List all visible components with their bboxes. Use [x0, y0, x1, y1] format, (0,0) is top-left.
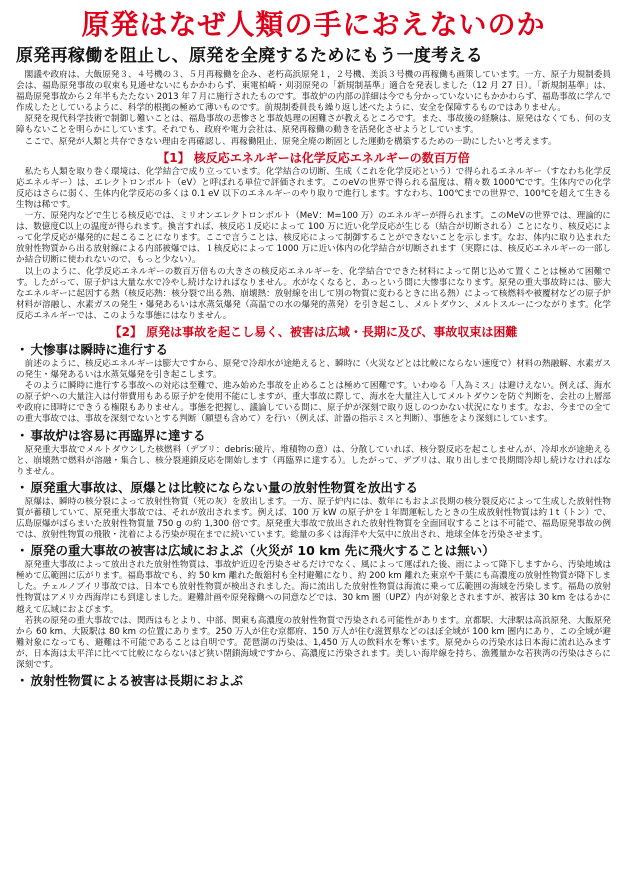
subsection-heading: [16, 673, 611, 689]
section-2-heading: 【2】 原発は事故を起こし易く、被害は広域・長期に及び、事故収束は困難: [109, 324, 518, 339]
intro-paragraph: ここで、原発が人類と共存できない理由を再確認し、再稼働阻止、原発全廃の断固とした運動を構築するための一助にしたいと考えます。: [16, 136, 557, 147]
section-1: [16, 150, 611, 322]
subsection-heading-text: 事故炉は容易に再臨界に達する: [30, 427, 206, 443]
intro-block: [16, 70, 611, 148]
subsection-heading-text: 放射性物質による被害は長期におよぶ: [30, 673, 244, 689]
subsection-paragraph: 若狭の原発の重大事故では、関西はもとより、中部、関東も高濃度の放射性物質で汚染される可能性があります。京都駅、大津駅は高浜原発、大飯原発から 60 km、大阪駅は 80 km の位置にあります。250 万人が住む京都府、150 万人が住む滋賀県などのほぼ全域が 100 km 圏内にあり、この全域が避難対象になっても、避難は不可能であることは自明です。琵琶湖の汚染は、1,450 万人の飲料水を奪います。原発からの汚染水は日本海に流れ込みますが、日本海は太平洋に比べて比較にならないほど狭い閉鎖海域ですから、高濃度に汚染されます。美しい海岸線を持ち、漁獲量かな若狭湾の汚染はさらに深刻です。: [16, 615, 611, 671]
section-1-paragraph: 以上のように、化学反応エネルギーの数百万倍もの大きさの核反応エネルギーを、化学結合でできた材料によって閉じ込めて置くことは極めて困難です。したがって、原子炉は大量な水で冷やし続けなければなりません。水がなくなると、あっという間に大惨事になります。原発の重大事故時には、膨大なエネルギーに起因する熱（核反応熱：核分裂で出る熱、崩壊熱：放射線を出して別の物質に変わるときに出る熱）によって核燃料や被覆材などの原子炉材料が溶融し、水素ガスの発生・爆発あるいは水蒸気爆発（高温での水の爆発的蒸発）を引き起こし、メルトダウン、メルトスルーにつながります。化学反応エネルギーでは、このような事態にはなりません。: [16, 266, 611, 321]
subsection-paragraph: 原爆は、瞬時の核分裂によって放射性物質（死の灰）を放出します。一方、原子炉内には、数年にもおよぶ長期の核分裂反応によって生成した放射性物質が蓄積していて、原発重大事故では、それが放出されます。例えば、100 万 kW の原子炉を１年間運転したときの生成放射性物質は約１t（トン）で、広島原爆がばらまいた放射性物質量 750 g の約 1,300 倍です。原発重大事故で放出された放射性物質を全面回収することは不可能で、福島原発事故の例では、放射性物質の飛散・沈着による汚染が現在までに続いています。総量の多くは海洋や大気中に放出され、地球全体を汚染させます。: [16, 496, 611, 541]
subsection-paragraph: 原発重大事故によって放出された放射性物質は、事故炉近辺を汚染させるだけでなく、風によって運ばれた後、雨によって降下しますから、汚染地域は極めて広範囲に広がります。福島事故でも、約 50 km 離れた飯舘村も全村避難になり、約 200 km 離れた東京や千葉にも高濃度の放射性物質が降下しました。チェルノブイリ事故では、日本でも放射性物質が検出されました。海に流出した放射性物質は海流に乗って広範囲の海域を汚染します。福島の放射性物質はアメリカ西海岸にも到達しました。避難計画や原発稼働への同意などでは、30 km 圏（UPZ）内が対象とされますが、被害は 30 km をはるかに越えて広域におよびます。: [16, 560, 611, 615]
subsection-heading: [16, 428, 611, 444]
subsection-heading-text: 大惨事は瞬時に進行する: [30, 341, 169, 357]
bullet-mark: ・: [16, 543, 29, 559]
intro-paragraph: 閣議や政府は、大飯原発３、４号機の３、５月再稼働を企み、老朽高浜原発１，２号機、美浜３号機の再稼働も画策しています。一方、原子力規制委員会は、福島原発事故の収束も見通せないにもかかわらず、東電柏崎・刈羽原発の「新規制基準」適合を発表しました（12 月 27 日）。「新規制基準」は、福島原発事故から２年半もたたない 2013 年７月に施行されたものです。事故炉の内部の詳細は今でも分かっていないにもかかわらず、福島事故に学んで作成したとしているように、科学的根拠の極めて薄いものです。前規制委員長も繰り返し述べたように、安全を保障するものではありません。: [16, 70, 611, 114]
subsection-heading: [16, 543, 611, 559]
subsection-paragraph: 前述のように、核反応エネルギーは膨大ですから、原発で冷却水が途絶えると、瞬時に（火災などとは比較にならない速度で）材料の熱融解、水素ガスの発生・爆発あるいは水蒸気爆発を引き起こします。: [16, 358, 611, 381]
subsection-paragraph: 原発重大事故でメルトダウンした核燃料（デブリ：debris:破片、堆積物の意）は、分散していれば、核分裂反応を起こしませんが、冷却水が途絶えると、崩壊熱で燃料が溶融・集合し、核分裂連鎖反応を開始します（再臨界に達する）。したがって、デブリは、取り出しまで長期間冷却し続けなければなりません。: [16, 444, 611, 477]
section-1-paragraph: 私たち人類を取り巻く環境は、化学結合で成り立っています。化学結合の切断、生成（これを化学反応という）で得られるエネルギー（すなわち化学反応エネルギー）は、エレクトロンボルト（eV）と呼ばれる単位で評価されます。このeVの世界で得られる温度は、精々数 1000℃です。生体内での化学反応はさらに弱く、生体内化学反応の多くは 0.1 eV 以下のエネルギーのやり取りで進行します。すなわち、100℃までの世界で、100℃を超えて生きる生物は稀です。: [16, 166, 611, 210]
subsection-heading: [16, 480, 611, 496]
subsection-heading: [16, 342, 611, 358]
subsection-paragraph: そのように瞬時に進行する事故への対応は至難で、進み始めた事故を止めることは極めて困難です。いわゆる「人為ミス」は避けえない。例えば、海水の原子炉への大量注入は付帯費用もある原子炉を使用不能にしますが、重大事故に際して、海水を大量注入してメルトダウンを防ぐ判断を、会社の上層部や政府に即時にできうる権限もありません。事態を把握し、議論している間に、原子炉が深刻で取り返しのつかない状況になります。なお、今までの全ての重大事故では、事故を深刻でないとする判断（願望も含めて）を行い（例えば、計器の指示ミスと判断）、事態をより深刻にしています。: [16, 381, 611, 425]
page-title: 原発はなぜ人類の手におえないのか: [81, 8, 546, 41]
section-1-heading: 【1】 核反応エネルギーは化学反応エネルギーの数百万倍: [157, 150, 470, 165]
bullet-mark: ・: [16, 479, 29, 495]
bullet-mark: ・: [16, 341, 29, 357]
section-2: [16, 324, 611, 689]
bullet-mark: ・: [16, 673, 29, 689]
bullet-mark: ・: [16, 427, 29, 443]
intro-paragraph: 原発を現代科学技術で制御し難いことは、福島事故の悲惨さと事故処理の困難さが教えるところです。また、事故後の経験は、原発はなくても、何の支障もないことを明らかにしています。それでも、政府や電力会社は、原発再稼働の動きを活発化させようとしています。: [16, 114, 611, 136]
section-1-paragraph: 一方、原発内などで生じる核反応では、ミリオンエレクトロンボルト（MeV：M=100 万）のエネルギーが得られます。このMeVの世界では、理論的には、数億度C以上の温度が得られます。換言すれば、核反応１反応によって 100 万に近い化学反応が生じる（結合が切断される）ことになり、核反応によって化学反応が爆発的に起こることになります。ここで言うことは、核反応によって制御することができないことを示します。なお、体内に取り込まれた放射性物質から出る放射線による内部被爆では、１核反応によって 1000 万に近い体内の化学結合が切断されます（実際には、核反応エネルギーの一部しか結合切断に使われないので、もっと少ない）。: [16, 211, 611, 266]
page-subtitle: 原発再稼働を阻止し、原発を全廃するためにもう一度考える: [16, 46, 484, 66]
subsection-heading-text: 原発の重大事故の被害は広域におよぶ（火災が 10 km 先に飛火することは無い）: [30, 543, 495, 559]
subsection-heading-text: 原発重大事故は、原爆とは比較にならない量の放射性物質を放出する: [30, 479, 419, 495]
